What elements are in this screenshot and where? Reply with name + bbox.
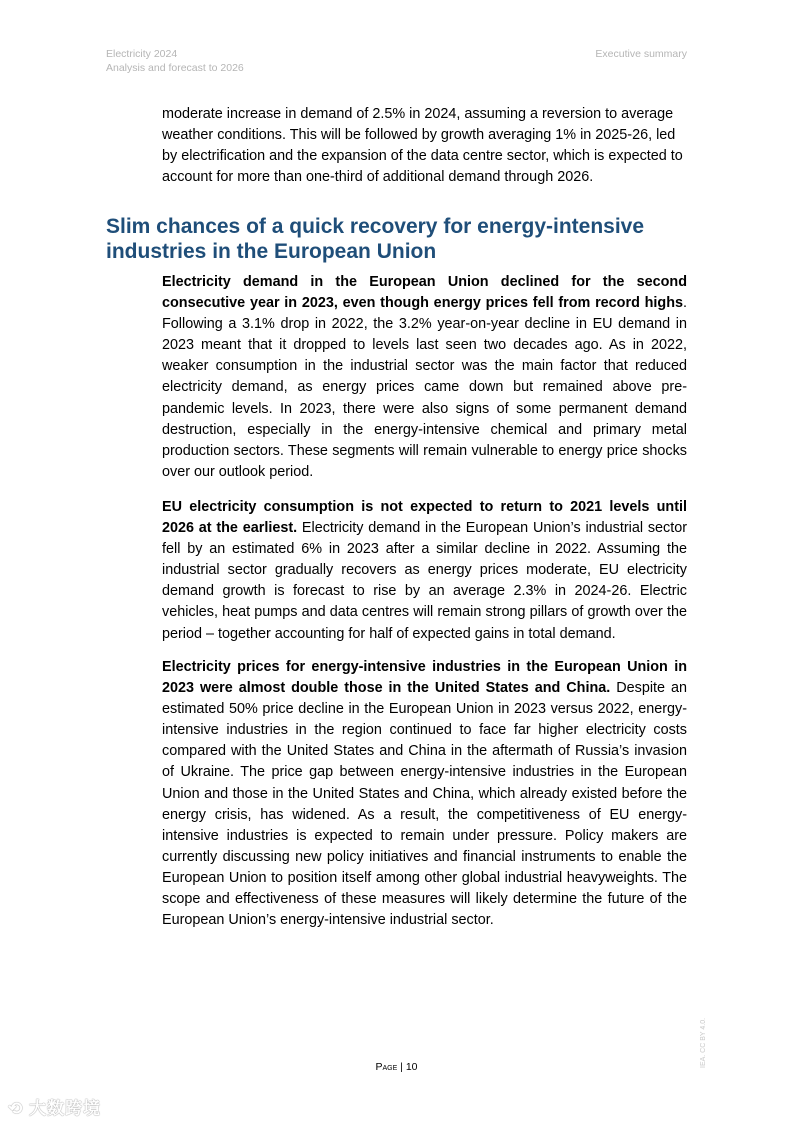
paragraph-lead: Electricity prices for energy-intensive industries in the European Union in 2023 were almost double those in the United States and China. <box>162 659 687 697</box>
paragraph-text: . Following a 3.1% drop in 2022, the 3.2% year-on-year decline in EU demand in 2023 meant that it dropped to levels last seen two decades ago. As in 2022, weaker consumption in the industrial sector was the main factor that reduced electricity demand, as energy prices came down but remained above pre-pandemic levels. In 2023, there were also signs of some permanent demand destruction, especially in the energy-intensive chemical and primary metal production sectors. These segments will remain vulnerable to energy price shocks over our outlook period. <box>162 295 687 480</box>
watermark-logo: ⟲ 大数跨境 <box>8 1099 101 1118</box>
section-label: Executive summary <box>595 48 687 60</box>
intro-paragraph: moderate increase in demand of 2.5% in 2024, assuming a reversion to average weather conditions. This will be followed by growth averaging 1% in 2025-26, led by electrification and the expansion of the data centre sector, which is expected to account for more than one-third of additional demand through 2026. <box>162 106 683 186</box>
report-title: Electricity 2024 <box>106 48 178 60</box>
page-separator: | <box>397 1061 406 1073</box>
paragraph-eu-consumption <box>162 497 687 645</box>
paragraph-eu-prices <box>162 657 687 931</box>
paragraph-text: Despite an estimated 50% price decline in the European Union in 2023 versus 2022, energy-intensive industries in the region continued to face far higher electricity costs compared with the United States and China in the aftermath of Russia’s invasion of Ukraine. The price gap between energy-intensive industries in the European Union and those in the United States and China, which already existed before the energy crisis, has widened. As a result, the competitiveness of EU energy-intensive industries is expected to remain under pressure. Policy makers are currently discussing new policy initiatives and financial instruments to enable the European Union to position itself among other global industrial heavyweights. The scope and effectiveness of these measures will likely determine the future of the European Union’s energy-intensive industrial sector. <box>162 680 687 929</box>
paragraph-eu-demand <box>162 272 687 483</box>
paragraph-lead: Electricity demand in the European Union declined for the second consecutive year in 2023, even though energy prices fell from record highs <box>162 274 687 312</box>
report-subtitle: Analysis and forecast to 2026 <box>106 62 244 74</box>
section-heading: Slim chances of a quick recovery for energy-intensive industries in the European Union <box>106 215 645 263</box>
page-number: 10 <box>405 1061 418 1073</box>
page-label: Page <box>375 1061 398 1073</box>
paragraph-text: Electricity demand in the European Union’s industrial sector fell by an estimated 6% in 2023 after a similar decline in 2022. Assuming the industrial sector gradually recovers as energy prices moderate, EU electricity demand growth is forecast to rise by an average 2.3% in 2024-26. Electric vehicles, heat pumps and data centres will remain strong pillars of growth over the period – together accounting for half of expected gains in total demand. <box>162 520 688 642</box>
license-credit: IEA. CC BY 4.0. <box>700 1017 707 1068</box>
paragraph-lead: EU electricity consumption is not expected to return to 2021 levels until 2026 at the earliest. <box>162 499 687 537</box>
running-header-left <box>106 47 244 75</box>
page-footer <box>0 1061 793 1073</box>
watermark-text: 大数跨境 <box>28 1099 101 1118</box>
